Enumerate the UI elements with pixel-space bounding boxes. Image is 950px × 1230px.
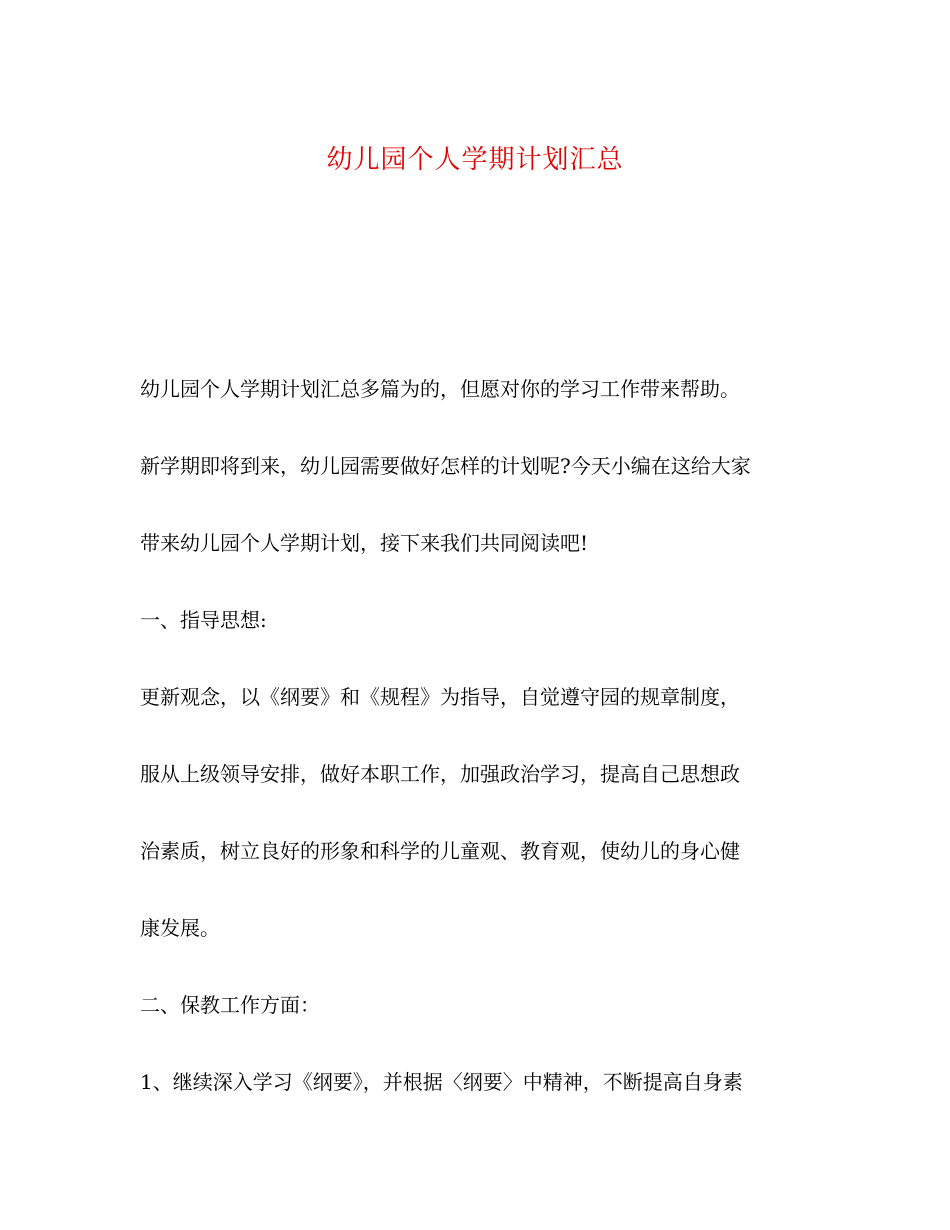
paragraph-line: 更新观念，以《纲要》和《规程》为指导，自觉遵守园的规章制度， (140, 685, 740, 709)
paragraph-line: 康发展。 (140, 916, 220, 940)
document-body (140, 369, 820, 1139)
paragraph-line: 新学期即将到来，幼儿园需要做好怎样的计划呢?今天小编在这给大家 (140, 454, 751, 478)
paragraph-line: 带来幼儿园个人学期计划，接下来我们共同阅读吧! (140, 531, 589, 555)
section-heading: 二、保教工作方面： (140, 993, 320, 1017)
document-title: 幼儿园个人学期计划汇总 (326, 145, 624, 175)
paragraph-line: 1、继续深入学习《纲要》，并根据〈纲要〉中精神，不断提高自身素 (140, 1070, 743, 1094)
section-heading: 一、指导思想: (140, 608, 267, 632)
paragraph-line: 服从上级领导安排，做好本职工作，加强政治学习，提高自己思想政 (140, 762, 740, 786)
paragraph-line: 治素质，树立良好的形象和科学的儿童观、教育观，使幼儿的身心健 (140, 839, 740, 863)
paragraph-line: 幼儿园个人学期计划汇总多篇为的，但愿对你的学习工作带来帮助。 (140, 377, 740, 401)
